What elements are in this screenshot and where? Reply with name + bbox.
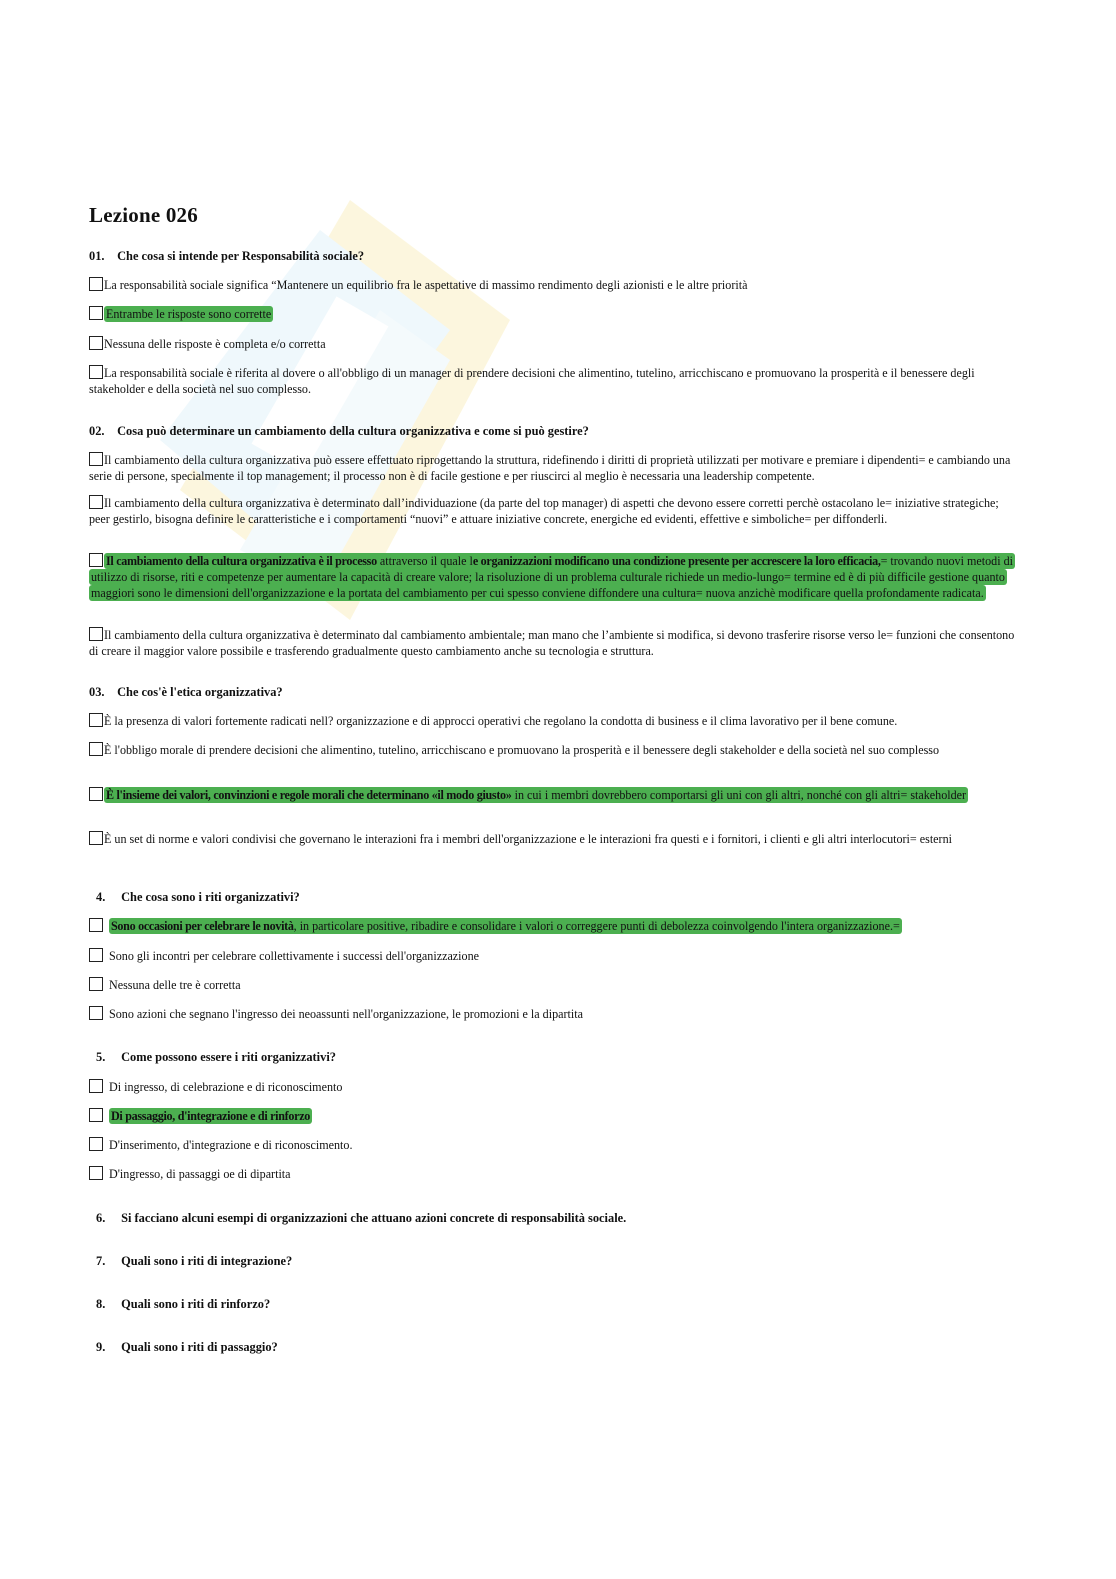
answer-option-correct [89, 918, 1024, 934]
question-number: 02. [89, 424, 105, 438]
answer-checkbox[interactable] [89, 742, 103, 756]
answer-option [89, 336, 1024, 352]
answer-option [89, 1166, 1024, 1182]
answer-option [89, 1079, 1024, 1095]
answer-checkbox[interactable] [89, 1108, 103, 1122]
answer-option-correct [89, 553, 1021, 601]
question-9 [96, 1340, 278, 1355]
question-8 [96, 1297, 270, 1312]
answer-checkbox[interactable] [89, 627, 103, 641]
question-03 [89, 685, 283, 700]
answer-checkbox[interactable] [89, 495, 103, 509]
answer-option [89, 742, 1024, 758]
question-number: 9. [96, 1340, 106, 1354]
answer-text: Nessuna delle tre è corretta [109, 978, 241, 992]
answer-checkbox[interactable] [89, 452, 103, 466]
answer-text: È l'obbligo morale di prendere decisioni che alimentino, tutelino, arricchiscano e promuovano la prosperità e il benessere degli stakeholder e della società nel suo complesso [104, 743, 940, 757]
question-text: Che cos'è l'etica organizzativa? [117, 685, 283, 699]
answer-option-correct [89, 787, 1021, 803]
answer-text: È un set di norme e valori condivisi che governano le interazioni fra i membri dell'organizzazione e le interazioni fra questi e i fornitori, i clienti e gli altri interlocutori= esterni [104, 832, 952, 846]
answer-option [89, 277, 1024, 293]
answer-text: La responsabilità sociale è riferita al dovere o all'obbligo di un manager di prendere decisioni che alimentino, tutelino, arricchiscano e promuovano la prosperità e il benessere degli stakeholder e della società nel suo complesso. [89, 366, 975, 396]
question-text: Come possono essere i riti organizzativi? [121, 1050, 336, 1064]
question-01 [89, 249, 364, 264]
answer-checkbox[interactable] [89, 787, 103, 801]
highlighted-bold-text: e organizzazioni modificano una condizione presente per accrescere la loro efficacia, [472, 554, 881, 568]
answer-option [89, 495, 1021, 527]
highlighted-bold-text: Il cambiamento della cultura organizzativa è il processo [106, 554, 377, 568]
question-number: 5. [96, 1050, 106, 1064]
answer-option [89, 627, 1021, 659]
highlighted-bold-text: Di passaggio, d'integrazione e di rinforzo [111, 1109, 311, 1123]
answer-checkbox[interactable] [89, 713, 103, 727]
answer-option-correct [89, 306, 1024, 322]
answer-text: D'ingresso, di passaggi oe di dipartita [109, 1167, 291, 1181]
answer-checkbox[interactable] [89, 1166, 103, 1180]
question-number: 01. [89, 249, 105, 263]
answer-text: D'inserimento, d'integrazione e di riconoscimento. [109, 1138, 353, 1152]
highlighted-text: , in particolare positive, ribadire e consolidare i valori o correggere punti di debolezza coinvolgendo l'intera organizzazione.= [293, 919, 900, 933]
answer-text: Sono gli incontri per celebrare collettivamente i successi dell'organizzazione [109, 949, 479, 963]
question-text: Quali sono i riti di passaggio? [121, 1340, 278, 1354]
question-4 [96, 890, 300, 905]
page-title: Lezione 026 [89, 203, 198, 227]
answer-checkbox[interactable] [89, 277, 103, 291]
question-text: Che cosa sono i riti organizzativi? [121, 890, 300, 904]
answer-text: Nessuna delle risposte è completa e/o corretta [104, 337, 326, 351]
question-number: 8. [96, 1297, 106, 1311]
question-number: 7. [96, 1254, 106, 1268]
question-number: 6. [96, 1211, 106, 1225]
answer-text: La responsabilità sociale significa “Mantenere un equilibrio fra le aspettative di massimo rendimento degli azionisti e le altre priorità [104, 278, 748, 292]
highlighted-answer-text: Entrambe le risposte sono corrette [106, 307, 272, 321]
answer-option-correct [89, 1108, 1024, 1124]
question-02 [89, 424, 589, 439]
answer-checkbox[interactable] [89, 365, 103, 379]
answer-text: È la presenza di valori fortemente radicati nell? organizzazione e di approcci operativi che regolano la condotta di business e il clima lavorativo per il bene comune. [104, 714, 898, 728]
answer-checkbox[interactable] [89, 1079, 103, 1093]
question-text: Quali sono i riti di integrazione? [121, 1254, 293, 1268]
question-text: Quali sono i riti di rinforzo? [121, 1297, 271, 1311]
answer-option [89, 977, 1024, 993]
answer-text: Il cambiamento della cultura organizzativa è determinato dal cambiamento ambientale; man mano che l’ambiente si modifica, si devono trasferire risorse verso le= funzioni che consentono di creare il maggior valore possibile e trasferendo gradualmente questo cambiamento anche su tecnologia e struttura. [89, 628, 1015, 658]
question-text: Cosa può determinare un cambiamento della cultura organizzativa e come si può gestire? [117, 424, 589, 438]
answer-text: Di ingresso, di celebrazione e di riconoscimento [109, 1080, 343, 1094]
question-number: 4. [96, 890, 106, 904]
question-7 [96, 1254, 292, 1269]
answer-option [89, 365, 1021, 397]
answer-checkbox[interactable] [89, 336, 103, 350]
answer-option [89, 452, 1021, 484]
question-5 [96, 1050, 336, 1065]
highlighted-bold-text: È l'insieme dei valori, convinzioni e regole morali che determinano «il modo giusto» [106, 788, 512, 802]
answer-text: Sono azioni che segnano l'ingresso dei neoassunti nell'organizzazione, le promozioni e la dipartita [109, 1007, 583, 1021]
answer-checkbox[interactable] [89, 1137, 103, 1151]
answer-text: Il cambiamento della cultura organizzativa è determinato dall’individuazione (da parte del top manager) di aspetti che devono essere corretti perchè ostacolano le= iniziative strategiche; peer gestirlo, bisogna definire le caratteristiche e i comportamenti “nuovi” e attuare iniziative concrete, energiche ed evidenti, effettive e simboliche= per diffonderli. [89, 496, 999, 526]
question-number: 03. [89, 685, 105, 699]
highlighted-text: attraverso il quale l [376, 554, 473, 568]
answer-option [89, 831, 1021, 847]
answer-checkbox[interactable] [89, 948, 103, 962]
answer-checkbox[interactable] [89, 977, 103, 991]
answer-checkbox[interactable] [89, 918, 103, 932]
highlighted-bold-text: Sono occasioni per celebrare le novità [111, 919, 294, 933]
answer-text: Il cambiamento della cultura organizzativa può essere effettuato riprogettando la struttura, ridefinendo i diritti di proprietà utilizzati per motivare e premiare i dipendenti= e cambiando una serie di persone, specialmente il top management; il processo non è di facile gestione e per riuscirci al meglio è necessaria una leadership competente. [89, 453, 1011, 483]
question-text: Che cosa si intende per Responsabilità sociale? [117, 249, 365, 263]
highlighted-text: in cui i membri dovrebbero comportarsi gli uni con gli altri, nonché con gli altri= stakeholder [511, 788, 967, 802]
question-6 [96, 1211, 626, 1226]
answer-checkbox[interactable] [89, 553, 103, 567]
answer-option [89, 948, 1024, 964]
answer-option [89, 1137, 1024, 1153]
answer-option [89, 1006, 1024, 1022]
highlighted-text: = trovando nuovi metodi di utilizzo di risorse, riti e competenze per aumentare la capacità di creare valore; la risoluzione di un problema culturale richiede un medio-lungo= termine ed è di più difficile gestione quanto maggiori sono le dimensioni dell'organizzazione e la portata del cambiamento per cui spesso conviene diffondere una cultura= nuova anzichè modificare quella profondamente radicata. [91, 554, 1014, 600]
question-text: Si facciano alcuni esempi di organizzazioni che attuano azioni concrete di responsabilità sociale. [121, 1211, 627, 1225]
answer-checkbox[interactable] [89, 1006, 103, 1020]
answer-option [89, 713, 1024, 729]
answer-checkbox[interactable] [89, 831, 103, 845]
answer-checkbox[interactable] [89, 306, 103, 320]
